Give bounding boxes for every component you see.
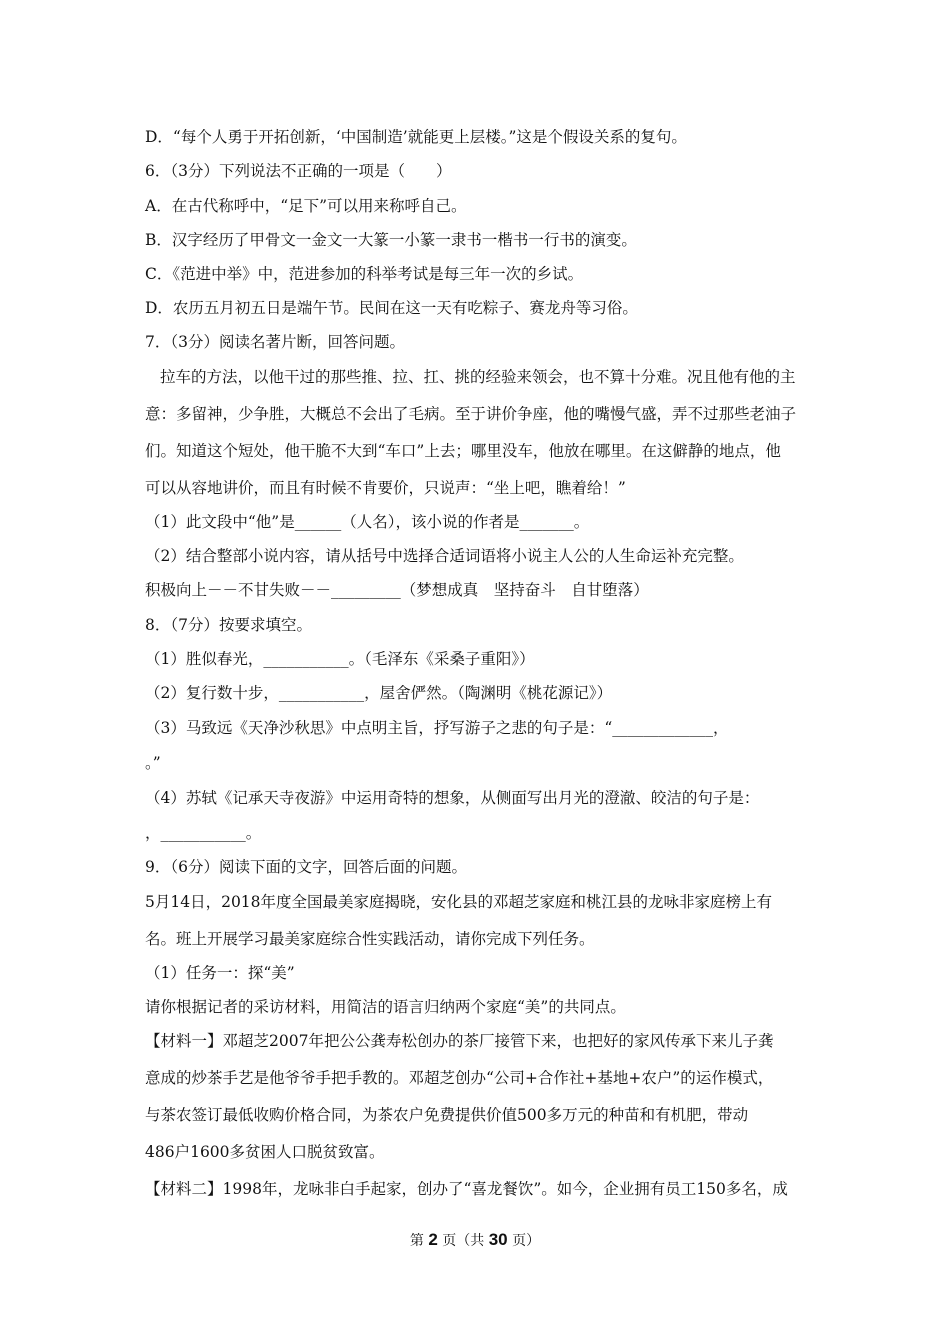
text-line: （1）胜似春光，___________。（毛泽东《采桑子重阳》） bbox=[145, 650, 535, 668]
text-line: （1）任务一：探“美” bbox=[145, 964, 295, 982]
text-line: ，___________。 bbox=[145, 824, 262, 842]
text-line: （2）复行数十步，___________，屋舍俨然。（陶渊明《桃花源记》） bbox=[145, 684, 613, 702]
text-line: A．在古代称呼中，“足下”可以用来称呼自己。 bbox=[145, 197, 467, 215]
text-line: 请你根据记者的采访材料，用简洁的语言归纳两个家庭“美”的共同点。 bbox=[145, 998, 626, 1016]
text-line: 【材料一】邓超芝2007年把公公龚寿松创办的茶厂接管下来，也把好的家风传承下来儿子龚 bbox=[145, 1032, 774, 1050]
question-6-heading: 6．（3分）下列说法不正确的一项是（ ） bbox=[145, 162, 452, 180]
footer-page-number: 2 bbox=[428, 1230, 438, 1249]
text-line: 5月14日，2018年度全国最美家庭揭晓，安化县的邓超芝家庭和桃江县的龙咏非家庭榜上有 bbox=[145, 893, 773, 911]
text-line: 486户1600多贫困人口脱贫致富。 bbox=[145, 1143, 385, 1161]
text-line: D．农历五月初五日是端午节。民间在这一天有吃粽子、赛龙舟等习俗。 bbox=[145, 299, 638, 317]
text-line: 意：多留神，少争胜，大概总不会出了毛病。至于讲价争座，他的嘴慢气盛，弄不过那些老油子 bbox=[145, 405, 797, 423]
text-line: 拉车的方法，以他干过的那些推、拉、扛、挑的经验来领会，也不算十分难。况且他有他的主 bbox=[160, 368, 796, 386]
text-line: （3）马致远《天净沙秋思》中点明主旨，抒写游子之悲的句子是：“_____________， bbox=[145, 719, 729, 737]
text-line: 意成的炒茶手艺是他爷爷手把手教的。邓超芝创办“公司+合作社+基地+农户”的运作模式， bbox=[145, 1069, 774, 1087]
text-line: （2）结合整部小说内容，请从括号中选择合适词语将小说主人公的人生命运补充完整。 bbox=[145, 547, 744, 565]
text-line: 与茶农签订最低收购价格合同，为茶农户免费提供价值500多万元的种苗和有机肥，带动 bbox=[145, 1106, 749, 1124]
text-line: D．“每个人勇于开拓创新，‘中国制造’就能更上层楼。”这是个假设关系的复句。 bbox=[145, 128, 687, 146]
text-line: 【材料二】1998年，龙咏非白手起家，创办了“喜龙餐饮”。如今，企业拥有员工150多名，成 bbox=[145, 1180, 788, 1198]
text-line: C．《范进中举》中，范进参加的科举考试是每三年一次的乡试。 bbox=[145, 265, 584, 283]
question-9-heading: 9．（6分）阅读下面的文字，回答后面的问题。 bbox=[145, 858, 467, 876]
text-line: 们。知道这个短处，他干脆不大到“车口”上去；哪里没车，他放在哪里。在这僻静的地点，他 bbox=[145, 442, 781, 460]
footer-total-pages: 30 bbox=[488, 1230, 508, 1249]
footer-prefix: 第 bbox=[409, 1233, 424, 1249]
question-8-heading: 8．（7分）按要求填空。 bbox=[145, 616, 312, 634]
text-line: B．汉字经历了甲骨文一金文一大篆一小篆一隶书一楷书一行书的演变。 bbox=[145, 231, 637, 249]
text-line: （4）苏轼《记承天寺夜游》中运用奇特的想象，从侧面写出月光的澄澈、皎洁的句子是： bbox=[145, 789, 760, 807]
text-line: 可以从容地讲价，而且有时候不肯要价，只说声：“坐上吧，瞧着给！” bbox=[145, 479, 626, 497]
text-line: （1）此文段中“他”是______（人名），该小说的作者是_______。 bbox=[145, 513, 590, 531]
question-7-heading: 7．（3分）阅读名著片断，回答问题。 bbox=[145, 333, 405, 351]
text-line: 。” bbox=[145, 754, 161, 772]
page-footer bbox=[0, 1230, 950, 1250]
text-line: 积极向上－－不甘失败－－_________（梦想成真 坚持奋斗 自甘堕落） bbox=[145, 581, 649, 599]
footer-suffix: 页） bbox=[512, 1233, 541, 1249]
text-line: 名。班上开展学习最美家庭综合性实践活动，请你完成下列任务。 bbox=[145, 930, 595, 948]
footer-middle: 页（共 bbox=[442, 1233, 485, 1249]
